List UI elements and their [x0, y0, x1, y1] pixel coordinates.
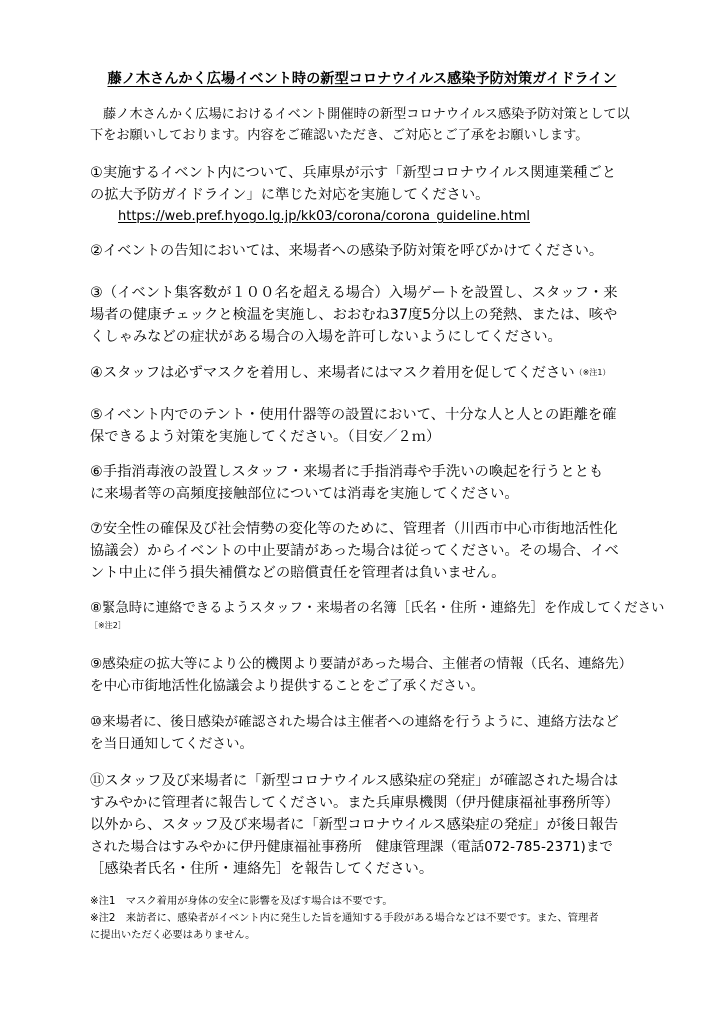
item-line: ①実施するイベント内について、兵庫県が示す「新型コロナウイルス関連業種ごと: [90, 165, 617, 181]
guideline-item-7: [90, 518, 650, 584]
guideline-item-5: [90, 404, 650, 448]
item-line: に来場者等の高頻度接触部位については消毒を実施してください。: [90, 486, 519, 502]
item-line: すみやかに管理者に報告してください。また兵庫県機関（伊丹健康福祉事務所等）: [90, 795, 619, 811]
item-line: 保できるよう対策を実施してください。（目安／２ｍ）: [90, 429, 441, 445]
item-line: 以外から、スタッフ及び来場者に「新型コロナウイルス感染症の発症」が後日報告: [90, 817, 619, 833]
item-line: ⑨感染症の拡大等により公的機関より要請があった場合、主催者の情報（氏名、連絡先）: [90, 656, 633, 672]
item-line: ⑧緊急時に連絡できるようスタッフ・来場者の名簿［氏名・住所・連絡先］を作成してください: [90, 601, 665, 616]
guideline-item-11: [90, 770, 650, 880]
item-line: ⑦安全性の確保及び社会情勢の変化等のために、管理者（川西市中心市街地活性化: [90, 521, 618, 537]
footnotes: [90, 893, 650, 944]
item-line: ②イベントの告知においては、来場者への感染予防対策を呼びかけてください。: [90, 243, 604, 259]
item-line: された場合はすみやかに伊丹健康福祉事務所 健康管理課（電話072-785-2371)まで: [90, 839, 614, 855]
guideline-item-2: [90, 240, 650, 262]
item-line: ③（イベント集客数が１００名を超える場合）入場ゲートを設置し、スタッフ・来: [90, 285, 618, 301]
guideline-item-9: [90, 653, 650, 697]
guideline-item-4: [90, 362, 650, 384]
item-line: [90, 362, 650, 384]
item-line: ⑩来場者に、後日感染が確認された場合は主催者への連絡を行うように、連絡方法など: [90, 714, 619, 730]
document-title: 藤ノ木さんかく広場イベント時の新型コロナウイルス感染予防対策ガイドライン: [107, 71, 617, 87]
item-text: ④スタッフは必ずマスクを着用し、来場者にはマスク着用を促してください: [90, 365, 575, 381]
footnote-ref-2: ［※注2］: [90, 621, 126, 630]
footnote-2-continued: に提出いただく必要はありません。: [90, 929, 256, 941]
guideline-item-8: [90, 598, 665, 632]
footnote-ref-1: （※注1）: [574, 368, 611, 377]
intro-line-1: 藤ノ木さんかく広場におけるイベント開催時の新型コロナウイルス感染予防対策として以: [103, 107, 630, 122]
guideline-url-link[interactable]: https://web.pref.hyogo.lg.jp/kk03/corona/corona_guideline.html: [118, 209, 530, 224]
guideline-item-6: [90, 461, 650, 505]
item-line: ［感染者氏名・住所・連絡先］を報告してください。: [90, 861, 434, 877]
item-line: を当日通知してください。: [90, 736, 254, 752]
footnote-1: ※注1 マスク着用が身体の安全に影響を及ぼす場合は不要です。: [90, 895, 393, 907]
footnote-2: ※注2 来訪者に、感染者がイベント内に発生した旨を通知する手段がある場合などは不要です。また、管理者: [90, 912, 599, 924]
item-line: 協議会）からイベントの中止要請があった場合は従ってください。その場合、イベ: [90, 543, 619, 559]
item-line: ⑥手指消毒液の設置しスタッフ・来場者に手指消毒や手洗いの喚起を行うととも: [90, 464, 604, 480]
guideline-item-3: [90, 282, 650, 348]
item-line: の拡大予防ガイドライン」に準じた対応を実施してください。: [90, 187, 490, 203]
guideline-item-1: [90, 162, 650, 228]
item-line: を中心市街地活性化協議会より提供することをご了承ください。: [90, 678, 485, 694]
intro-line-2: 下をお願いしております。内容をご確認いただき、ご対応とご了承をお願いします。: [90, 128, 589, 143]
intro-paragraph: [90, 104, 650, 146]
item-line: くしゃみなどの症状がある場合の入場を許可しないようにしてください。: [90, 329, 562, 345]
item-line: ⑤イベント内でのテント・使用什器等の設置において、十分な人と人との距離を確: [90, 407, 617, 423]
item-line: ⑪スタッフ及び来場者に「新型コロナウイルス感染症の発症」が確認された場合は: [90, 773, 619, 789]
item-line: 場者の健康チェックと検温を実施し、おおむね37度5分以上の発熱、または、咳や: [90, 307, 618, 323]
item-line: ント中止に伴う損失補償などの賠償責任を管理者は負いません。: [90, 565, 506, 581]
guideline-item-10: [90, 711, 650, 755]
